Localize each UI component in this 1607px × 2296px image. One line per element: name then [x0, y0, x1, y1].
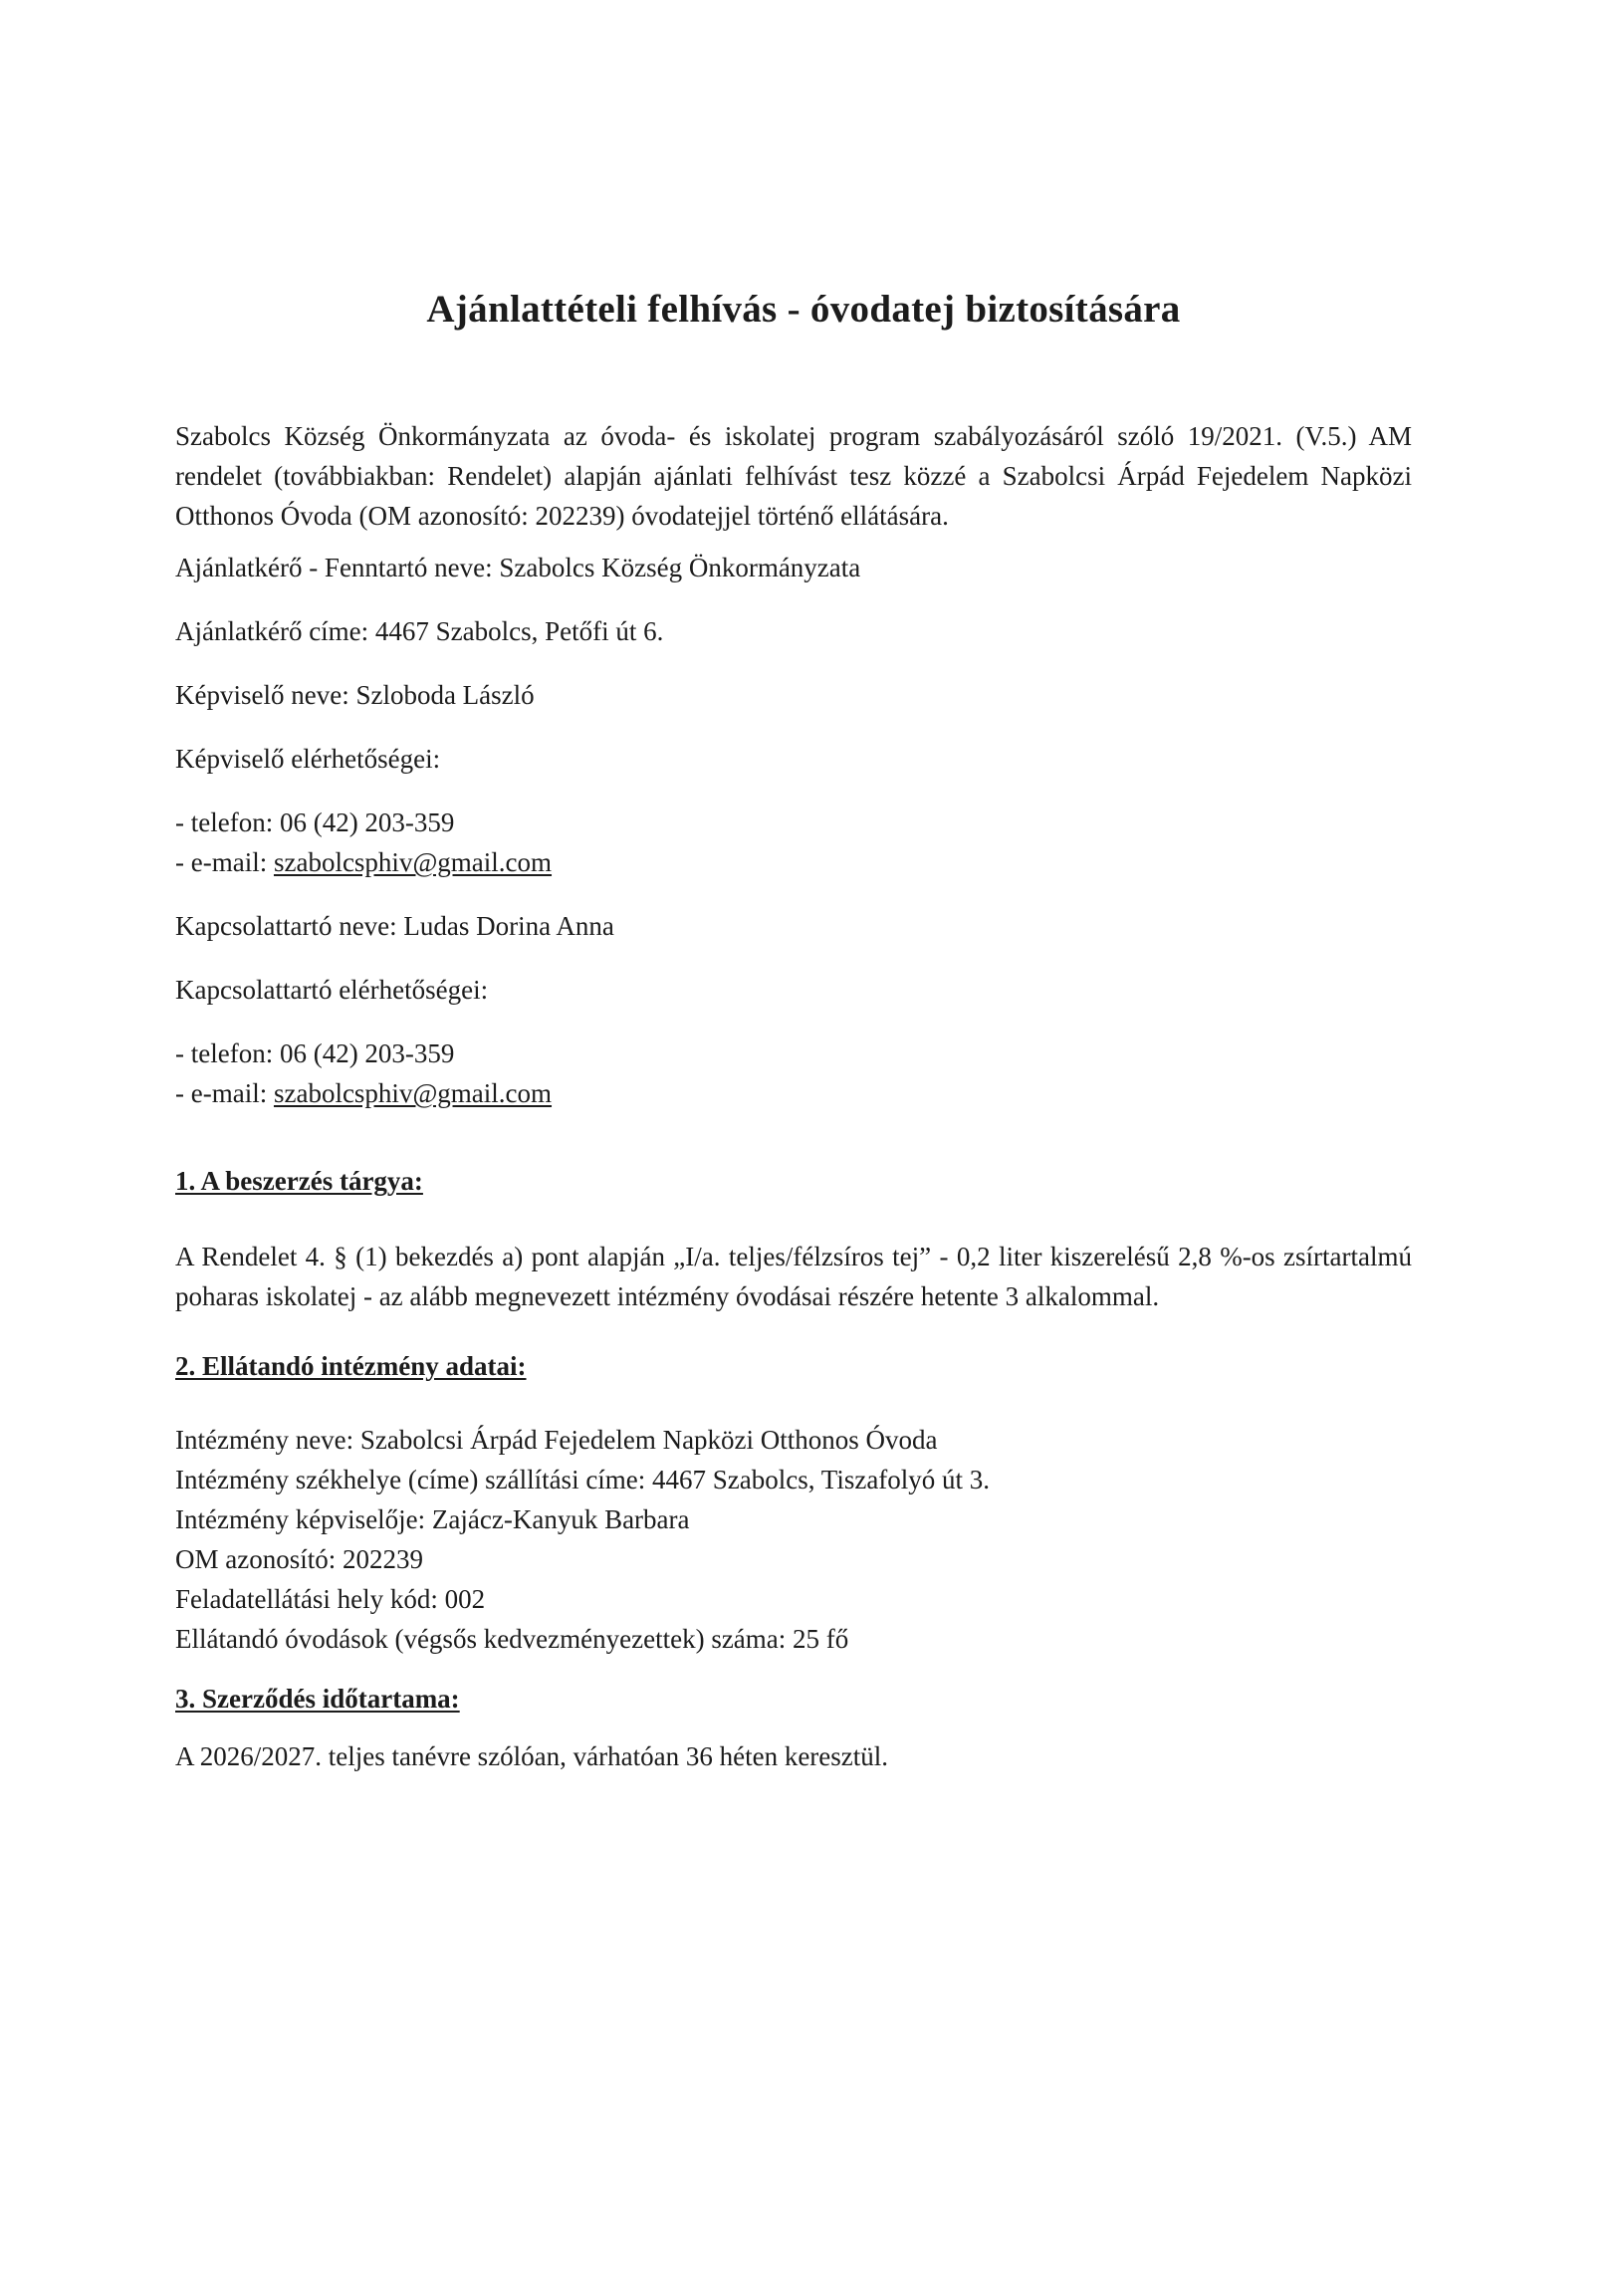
representative-contacts	[175, 803, 1412, 882]
requester-name-line: Ajánlatkérő - Fenntartó neve: Szabolcs Község Önkormányzata	[175, 553, 861, 582]
institution-om-id-line: OM azonosító: 202239	[175, 1544, 423, 1574]
intro-paragraph: Szabolcs Község Önkormányzata az óvoda- és iskolatej program szabályozásáról szóló 19/2021. (V.5.) AM rendelet (továbbiakban: Rendelet) alapján ajánlati felhívást tesz közzé a Szabolcsi Árpád Fejedelem Napközi Otthonos Óvoda (OM azonosító: 202239) óvodatejjel történő ellátására.	[175, 421, 1412, 531]
section3-heading: 3. Szerződés időtartama:	[175, 1684, 460, 1714]
email-prefix: - e-mail:	[175, 847, 274, 877]
representative-email-link[interactable]: szabolcsphiv@gmail.com	[273, 847, 553, 877]
institution-address-line: Intézmény székhelye (címe) szállítási címe: 4467 Szabolcs, Tiszafolyó út 3.	[175, 1465, 991, 1494]
section1-body: A Rendelet 4. § (1) bekezdés a) pont alapján „I/a. teljes/félzsíros tej” - 0,2 liter kiszerelésű 2,8 %-os zsírtartalmú poharas iskolatej - az alább megnevezett intézmény óvodásai részére hetente 3 alkalommal.	[175, 1242, 1412, 1311]
representative-phone-line: - telefon: 06 (42) 203-359	[175, 807, 455, 837]
contact-person-email-link[interactable]: szabolcsphiv@gmail.com	[273, 1078, 553, 1108]
institution-representative-line: Intézmény képviselője: Zajácz-Kanyuk Barbara	[175, 1504, 690, 1534]
document-title: Ajánlattételi felhívás - óvodatej biztosítására	[426, 288, 1181, 331]
section2-details	[175, 1420, 1412, 1659]
contact-person-name-line: Kapcsolattartó neve: Ludas Dorina Anna	[175, 911, 614, 941]
contact-person-contacts-label: Kapcsolattartó elérhetőségei:	[175, 975, 489, 1005]
institution-children-count-line: Ellátandó óvodások (végsős kedvezményezettek) száma: 25 fő	[175, 1624, 849, 1654]
document-body	[175, 416, 1412, 1776]
contact-person-contacts	[175, 1033, 1412, 1113]
representative-name-line: Képviselő neve: Szloboda László	[175, 680, 535, 710]
contact-person-phone-line: - telefon: 06 (42) 203-359	[175, 1038, 455, 1068]
contact-person-email-line	[175, 1073, 1412, 1113]
email-prefix: - e-mail:	[175, 1078, 274, 1108]
institution-name-line: Intézmény neve: Szabolcsi Árpád Fejedelem Napközi Otthonos Óvoda	[175, 1425, 938, 1455]
requester-address-line: Ajánlatkérő címe: 4467 Szabolcs, Petőfi út 6.	[175, 616, 664, 646]
institution-site-code-line: Feladatellátási hely kód: 002	[175, 1584, 486, 1614]
representative-contacts-label: Képviselő elérhetőségei:	[175, 744, 441, 774]
representative-email-line	[175, 842, 1412, 882]
section1-heading: 1. A beszerzés tárgya:	[175, 1166, 423, 1196]
section3-body: A 2026/2027. teljes tanévre szólóan, várhatóan 36 héten keresztül.	[175, 1741, 889, 1771]
section2-heading: 2. Ellátandó intézmény adatai:	[175, 1351, 527, 1381]
